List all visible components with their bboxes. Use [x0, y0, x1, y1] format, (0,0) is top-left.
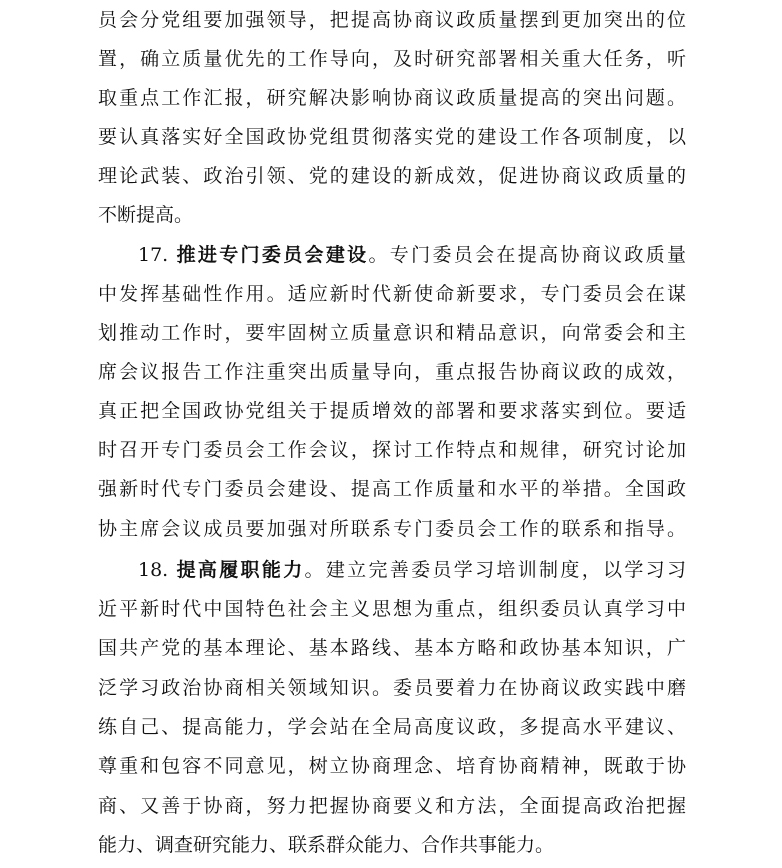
- paragraph-1-line-6: 不断提高。: [98, 204, 194, 226]
- section-18-heading: 提高履职能力: [176, 559, 305, 581]
- section-18-first-line: [138, 550, 686, 590]
- paragraph-1-line-3: 取重点工作汇报，研究解决影响协商议政质量提高的突出问题。: [98, 87, 686, 109]
- section-17-heading: 推进专门委员会建设: [176, 244, 369, 266]
- section-18-line-5: 练自己、提高能力，学会站在全局高度议政，多提高水平建议、: [98, 716, 686, 738]
- section-17-line-7: 强新时代专门委员会建设、提高工作质量和水平的举措。全国政: [98, 478, 686, 500]
- paragraph-1-line-5: 理论武装、政治引领、党的建设的新成效，促进协商议政质量的: [98, 165, 686, 187]
- paragraph-1-line-4: 要认真落实好全国政协党组贯彻落实党的建设工作各项制度，以: [98, 126, 686, 148]
- paragraph-1-line-1: 员会分党组要加强领导，把提高协商议政质量摆到更加突出的位: [98, 9, 686, 31]
- section-18-number: 18.: [138, 559, 169, 581]
- paragraph-1-line-2: 置，确立质量优先的工作导向，及时研究部署相关重大任务，听: [98, 48, 686, 70]
- section-18-line-2: 近平新时代中国特色社会主义思想为重点，组织委员认真学习中: [98, 598, 686, 620]
- section-17-line-2: 中发挥基础性作用。适应新时代新使命新要求，专门委员会在谋: [98, 283, 686, 305]
- section-18-line-7: 商、又善于协商，努力把握协商要义和方法，全面提高政治把握: [98, 795, 686, 817]
- section-18-line-6: 尊重和包容不同意见，树立协商理念、培育协商精神，既敢于协: [98, 755, 686, 777]
- section-17-first-line: [138, 235, 686, 275]
- section-17-line-5: 真正把全国政协党组关于提质增效的部署和要求落实到位。要适: [98, 400, 686, 422]
- section-18-line-3: 国共产党的基本理论、基本路线、基本方略和政协基本知识，广: [98, 637, 686, 659]
- section-17-line-8: 协主席会议成员要加强对所联系专门委员会工作的联系和指导。: [98, 518, 686, 540]
- section-17-line-4: 席会议报告工作注重突出质量导向，重点报告协商议政的成效，: [98, 361, 686, 383]
- section-18-line-4: 泛学习政治协商相关领域知识。委员要着力在协商议政实践中磨: [98, 677, 686, 699]
- section-17-number: 17.: [138, 244, 169, 266]
- section-18-line-8: 能力、调查研究能力、联系群众能力、合作共事能力。: [98, 834, 555, 856]
- section-18-first-line-text: 。建立完善委员学习培训制度，以学习习: [304, 559, 686, 581]
- section-17-line-6: 时召开专门委员会工作会议，探讨工作特点和规律，研究讨论加: [98, 439, 686, 461]
- section-17-first-line-text: 。专门委员会在提高协商议政质量: [368, 244, 686, 266]
- section-17-line-3: 划推动工作时，要牢固树立质量意识和精品意识，向常委会和主: [98, 322, 686, 344]
